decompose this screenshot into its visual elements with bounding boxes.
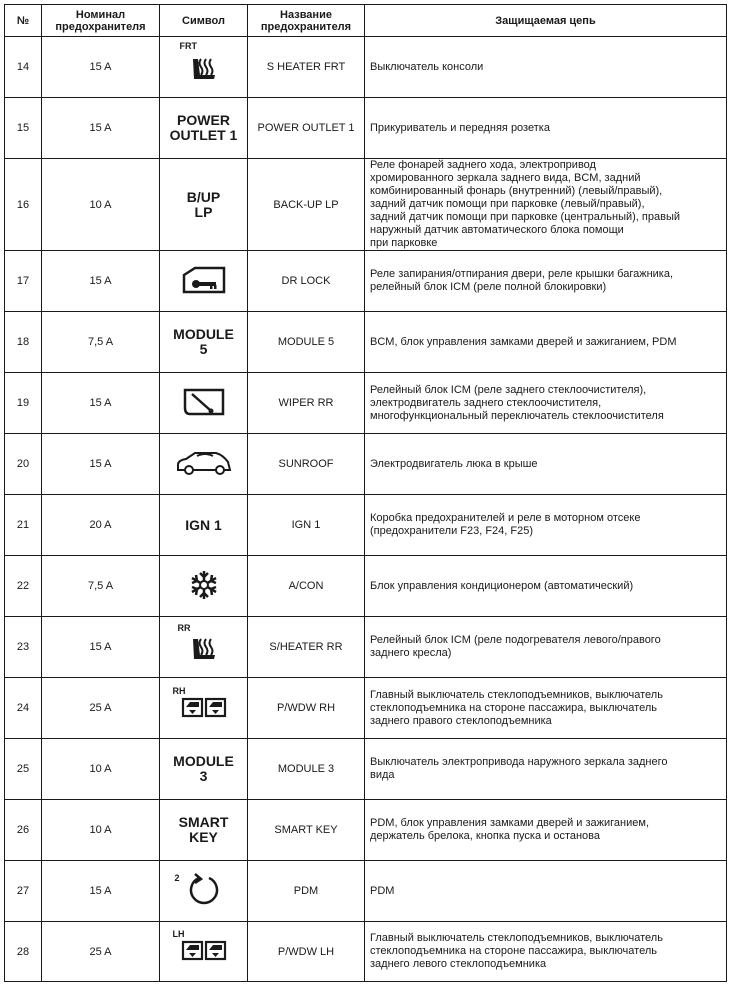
header-name: Название предохранителя [248, 5, 365, 37]
fuse-name: DR LOCK [248, 251, 365, 312]
protected-circuit: PDM [365, 861, 727, 922]
circuit-line: заднего левого стеклоподъемника [370, 958, 547, 970]
fuse-name: MODULE 3 [248, 739, 365, 800]
fuse-name: WIPER RR [248, 373, 365, 434]
fuse-number: 20 [5, 434, 42, 495]
fuse-number: 25 [5, 739, 42, 800]
table-row [5, 312, 727, 373]
symbol-line: LP [194, 203, 213, 220]
fuse-symbol [160, 98, 248, 159]
fuse-rating: 15 A [42, 251, 160, 312]
rear-seat-heater-icon [184, 654, 224, 666]
circuit-line: стеклоподъемника на стороне пассажира, выключатель [370, 945, 657, 957]
table-row [5, 373, 727, 434]
table-row [5, 495, 727, 556]
sunroof-car-icon [175, 468, 233, 480]
fuse-name: P/WDW LH [248, 922, 365, 982]
table-row [5, 739, 727, 800]
fuse-number: 28 [5, 922, 42, 982]
fuse-rating: 7,5 A [42, 312, 160, 373]
circuit-line: многофункциональный переключатель стеклоочистителя [370, 409, 664, 422]
symbol-label [170, 113, 238, 143]
table-row [5, 434, 727, 495]
rear-wiper-icon [182, 409, 226, 421]
table-row [5, 37, 727, 98]
table-body [5, 37, 727, 982]
circuit-line: Главный выключатель стеклоподъемников, выключатель [370, 688, 663, 701]
fuse-name: P/WDW RH [248, 678, 365, 739]
table-row [5, 251, 727, 312]
table-row [5, 800, 727, 861]
circuit-line: хромированного зеркала заднего вида, BCM, задний [370, 172, 641, 184]
fuse-name: MODULE 5 [248, 312, 365, 373]
symbol-graphic [172, 685, 227, 721]
fuse-rating: 15 A [42, 373, 160, 434]
symbol-line: 3 [199, 768, 208, 784]
table-row [5, 861, 727, 922]
circuit-line: комбинированный фонарь (внутренний) (левый/правый), [370, 185, 663, 197]
fuse-name: POWER OUTLET 1 [248, 98, 365, 159]
fuse-symbol [160, 373, 248, 434]
protected-circuit [365, 800, 727, 861]
fuse-name: IGN 1 [248, 495, 365, 556]
circuit-line: держатель брелока, кнопка пуска и останова [370, 830, 601, 842]
symbol-line: B/UP [186, 188, 221, 205]
symbol-line: KEY [189, 829, 218, 845]
protected-circuit [365, 495, 727, 556]
protected-circuit: Блок управления кондиционером (автоматический) [365, 556, 727, 617]
fuse-name: A/CON [248, 556, 365, 617]
symbol-tag: 2 [174, 872, 180, 883]
circuit-line: заднего правого стеклоподъемника [370, 714, 552, 727]
fuse-rating: 10 A [42, 800, 160, 861]
symbol-label [173, 754, 234, 784]
fuse-name: SMART KEY [248, 800, 365, 861]
fuse-number: 14 [5, 37, 42, 98]
symbol-label [179, 815, 229, 845]
fuse-rating: 25 A [42, 678, 160, 739]
fuse-rating: 20 A [42, 495, 160, 556]
fuse-symbol [160, 617, 248, 678]
fuse-rating: 15 A [42, 98, 160, 159]
circuit-line: стеклоподъемника на стороне пассажира, выключатель [370, 701, 657, 714]
fuse-rating: 15 A [42, 434, 160, 495]
symbol-tag: RH [172, 685, 186, 696]
fuse-name: BACK-UP LP [248, 159, 365, 251]
fuse-symbol [160, 434, 248, 495]
protected-circuit [365, 922, 727, 982]
fuse-number: 27 [5, 861, 42, 922]
symbol-graphic [182, 386, 226, 421]
fuse-table [4, 4, 727, 982]
symbol-line: IGN 1 [185, 516, 222, 533]
fuse-name: S HEATER FRT [248, 37, 365, 98]
header-symbol: Символ [160, 5, 248, 37]
fuse-symbol [160, 678, 248, 739]
power-window-icon [181, 952, 227, 964]
fuse-number: 21 [5, 495, 42, 556]
fuse-rating: 10 A [42, 159, 160, 251]
circuit-line: вида [370, 769, 395, 781]
protected-circuit [365, 739, 727, 800]
symbol-label [185, 518, 222, 533]
symbol-tag: FRT [179, 40, 197, 51]
circuit-line: Коробка предохранителей и реле в моторном отсеке [370, 512, 641, 524]
symbol-tag: LH [172, 929, 185, 939]
fuse-name: S/HEATER RR [248, 617, 365, 678]
symbol-graphic [175, 449, 233, 480]
fuse-symbol [160, 800, 248, 861]
fuse-number: 16 [5, 159, 42, 251]
fuse-rating: 7,5 A [42, 556, 160, 617]
protected-circuit: Выключатель консоли [365, 37, 727, 98]
circuit-line: Выключатель электропривода наружного зеркала заднего [370, 756, 668, 768]
header-row [5, 5, 727, 37]
protected-circuit [365, 159, 727, 251]
fuse-number: 18 [5, 312, 42, 373]
fuse-number: 26 [5, 800, 42, 861]
circuit-line: PDM, блок управления замками дверей и зажиганием, [370, 817, 650, 829]
protected-circuit [365, 678, 727, 739]
header-circuit: Защищаемая цепь [365, 5, 727, 37]
circular-arrow-icon [187, 898, 221, 910]
fuse-number: 19 [5, 373, 42, 434]
fuse-symbol [160, 37, 248, 98]
protected-circuit: Электродвигатель люка в крыше [365, 434, 727, 495]
fuse-symbol [160, 251, 248, 312]
circuit-line: при парковке [370, 237, 438, 249]
fuse-symbol [160, 556, 248, 617]
symbol-graphic [174, 872, 221, 910]
table-row [5, 678, 727, 739]
symbol-graphic [179, 40, 224, 86]
header-rating: Номинал предохранителя [42, 5, 160, 37]
symbol-graphic [189, 569, 219, 604]
header-num: № [5, 5, 42, 37]
circuit-line: Релейный блок ICM (реле заднего стеклоочистителя), [370, 383, 647, 396]
fuse-number: 17 [5, 251, 42, 312]
circuit-line: задний датчик помощи при парковке (центральный), правый [370, 211, 680, 223]
front-seat-heater-icon [184, 74, 224, 86]
fuse-rating: 10 A [42, 739, 160, 800]
symbol-graphic [172, 929, 227, 964]
symbol-label [187, 190, 220, 220]
protected-circuit [365, 251, 727, 312]
fuse-number: 23 [5, 617, 42, 678]
circuit-line: задний датчик помощи при парковке (левый/правый), [370, 198, 645, 210]
table-row [5, 159, 727, 251]
circuit-line: Реле фонарей заднего хода, электропривод [370, 159, 596, 171]
symbol-graphic [181, 265, 227, 298]
symbol-line: 5 [199, 341, 208, 357]
circuit-line: наружный датчик автоматического блока помощи [370, 224, 624, 236]
circuit-line: заднего кресла) [370, 647, 452, 659]
protected-circuit [365, 373, 727, 434]
protected-circuit [365, 617, 727, 678]
table-row [5, 617, 727, 678]
fuse-name: PDM [248, 861, 365, 922]
power-window-icon [181, 709, 227, 721]
fuse-symbol [160, 312, 248, 373]
symbol-line: POWER [177, 112, 230, 128]
symbol-line: SMART [178, 814, 229, 830]
symbol-label [173, 327, 234, 357]
fuse-rating: 15 A [42, 617, 160, 678]
fuse-number: 24 [5, 678, 42, 739]
protected-circuit: Прикуриватель и передняя розетка [365, 98, 727, 159]
table-row [5, 556, 727, 617]
fuse-symbol [160, 922, 248, 982]
snowflake-icon [189, 592, 219, 604]
fuse-number: 15 [5, 98, 42, 159]
fuse-rating: 15 A [42, 37, 160, 98]
circuit-line: (предохранители F23, F24, F25) [370, 525, 534, 537]
circuit-line: Релейный блок ICM (реле подогревателя левого/правого [370, 634, 661, 646]
symbol-line: MODULE [173, 753, 234, 769]
circuit-line: Реле запирания/отпирания двери, реле крышки багажника, [370, 268, 674, 280]
fuse-rating: 15 A [42, 861, 160, 922]
symbol-line: OUTLET 1 [169, 127, 238, 143]
circuit-line: Главный выключатель стеклоподъемников, выключатель [370, 932, 663, 944]
fuse-name: SUNROOF [248, 434, 365, 495]
table-row [5, 922, 727, 982]
table-row [5, 98, 727, 159]
fuse-rating: 25 A [42, 922, 160, 982]
circuit-line: релейный блок ICM (реле полной блокировки) [370, 281, 607, 293]
fuse-symbol [160, 739, 248, 800]
protected-circuit: BCM, блок управления замками дверей и зажиганием, PDM [365, 312, 727, 373]
symbol-graphic [177, 622, 224, 666]
fuse-symbol [160, 861, 248, 922]
circuit-line: электродвигатель заднего стеклоочистителя, [370, 396, 602, 409]
symbol-tag: RR [177, 622, 191, 633]
symbol-line: MODULE [173, 326, 234, 342]
door-lock-icon [181, 286, 227, 298]
fuse-number: 22 [5, 556, 42, 617]
fuse-symbol [160, 159, 248, 251]
fuse-symbol [160, 495, 248, 556]
